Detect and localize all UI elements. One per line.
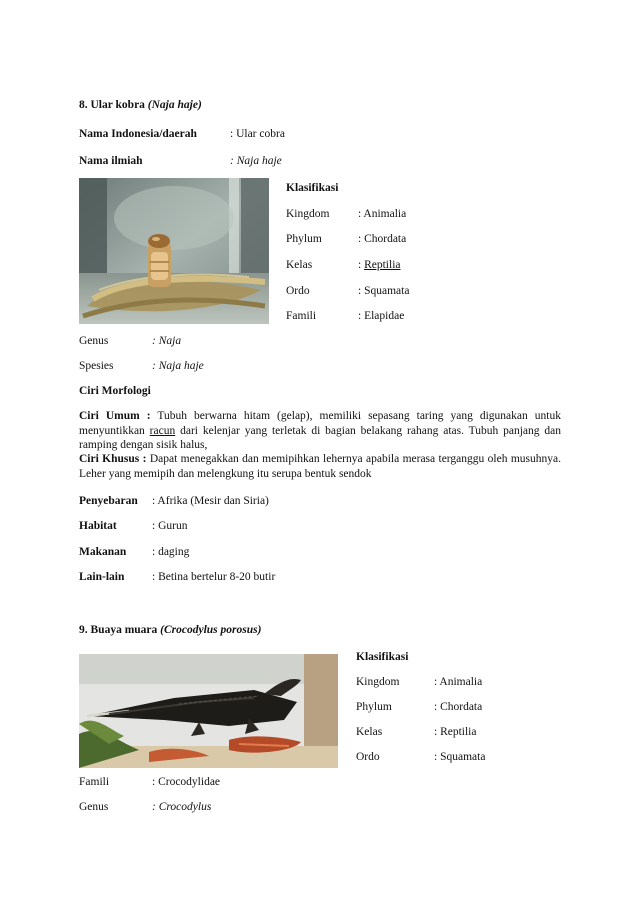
ciri-morfologi-title: Ciri Morfologi [79, 385, 151, 397]
cobra-famili-label: Famili [286, 310, 317, 322]
buaya-kingdom-label: Kingdom [356, 676, 400, 688]
cobra-kelas-value [358, 258, 401, 272]
cobra-kelas-colon: : [358, 259, 365, 271]
cobra-heading-scientific: (Naja haje) [147, 99, 202, 111]
ciri-umum-text-before: Tubuh berwarna hitam (gelap), memiliki sepasang taring yang digunakan untuk menyuntikkan [79, 410, 561, 437]
buaya-heading-scientific: (Crocodylus porosus) [160, 624, 262, 636]
cobra-phylum-label: Phylum [286, 233, 322, 245]
buaya-kelas-value: : Reptilia [434, 726, 477, 738]
makanan-value: : daging [152, 546, 190, 558]
cobra-nama-indonesia-value: : Ular cobra [230, 128, 285, 140]
cobra-klasifikasi-title: Klasifikasi [286, 182, 339, 194]
buaya-genus-value: : Crocodylus [152, 801, 212, 813]
ciri-khusus-paragraph [79, 452, 561, 481]
ciri-khusus-label: Ciri Khusus : [79, 453, 147, 465]
ciri-umum-paragraph [79, 409, 561, 453]
cobra-nama-ilmiah-value: : Naja haje [230, 155, 282, 167]
reptilia-link[interactable]: Reptilia [364, 259, 401, 271]
cobra-phylum-value: : Chordata [358, 233, 407, 245]
cobra-photo [79, 178, 269, 324]
makanan-label: Makanan [79, 546, 127, 558]
ciri-umum-text-after: dari kelenjar yang terletak di bagian belakang rahang atas. Tubuh panjang dan ramping dengan sisik halus, [79, 424, 562, 451]
buaya-ordo-label: Ordo [356, 751, 380, 763]
buaya-kelas-label: Kelas [356, 726, 383, 738]
buaya-heading [79, 623, 261, 637]
cobra-genus-label: Genus [79, 335, 109, 347]
ciri-umum-label: Ciri Umum : [79, 410, 151, 422]
cobra-spesies-label: Spesies [79, 360, 114, 372]
habitat-label: Habitat [79, 520, 117, 532]
buaya-phylum-value: : Chordata [434, 701, 483, 713]
cobra-kelas-label: Kelas [286, 259, 313, 271]
buaya-famili-label: Famili [79, 776, 110, 788]
buaya-heading-number: 9. Buaya muara [79, 624, 158, 636]
buaya-kingdom-value: : Animalia [434, 676, 483, 688]
buaya-klasifikasi-title: Klasifikasi [356, 651, 409, 663]
cobra-nama-indonesia-label: Nama Indonesia/daerah [79, 128, 197, 140]
penyebaran-label: Penyebaran [79, 495, 138, 507]
crocodile-photo [79, 654, 338, 768]
cobra-ordo-value: : Squamata [358, 285, 410, 297]
cobra-famili-value: : Elapidae [358, 310, 405, 322]
cobra-heading [79, 98, 202, 112]
cobra-kingdom-label: Kingdom [286, 208, 330, 220]
racun-link[interactable]: racun [149, 424, 176, 437]
buaya-ordo-value: : Squamata [434, 751, 486, 763]
habitat-value: : Gurun [152, 520, 188, 532]
penyebaran-value: : Afrika (Mesir dan Siria) [152, 495, 269, 507]
cobra-kingdom-value: : Animalia [358, 208, 407, 220]
buaya-famili-value: : Crocodylidae [152, 776, 221, 788]
lain-lain-label: Lain-lain [79, 571, 125, 583]
cobra-spesies-value: : Naja haje [152, 360, 204, 372]
buaya-phylum-label: Phylum [356, 701, 392, 713]
ciri-khusus-text: Dapat menegakkan dan memipihkan lehernya apabila merasa terganggu oleh musuhnya. Leher yang memipih dan melengkung itu serupa bentuk sendok [79, 453, 561, 480]
buaya-genus-label: Genus [79, 801, 109, 813]
cobra-heading-number: 8. Ular kobra [79, 99, 145, 111]
cobra-genus-value: : Naja [152, 335, 182, 347]
cobra-ordo-label: Ordo [286, 285, 310, 297]
lain-lain-value: : Betina bertelur 8-20 butir [152, 571, 276, 583]
cobra-nama-ilmiah-label: Nama ilmiah [79, 155, 143, 167]
